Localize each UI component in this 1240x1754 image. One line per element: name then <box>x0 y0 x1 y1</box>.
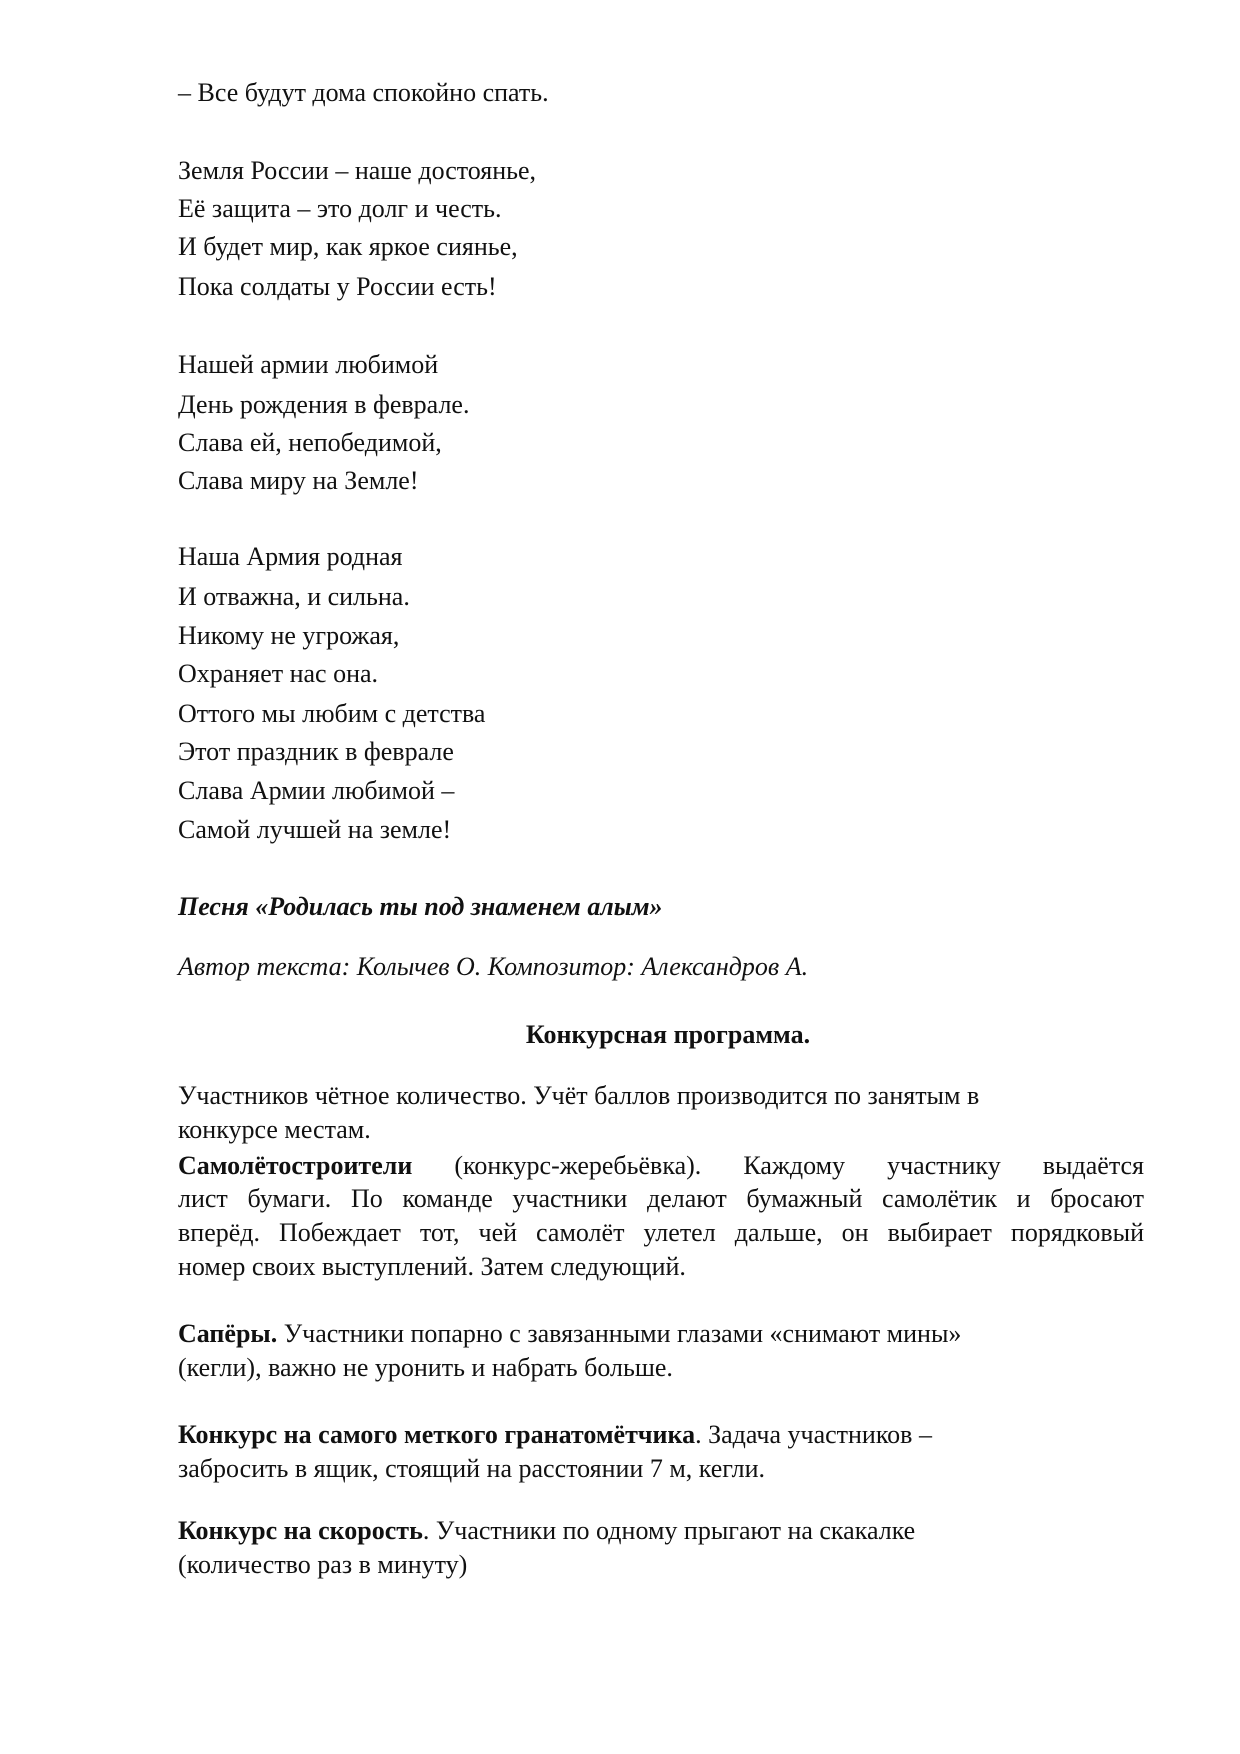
contest-title: Самолётостроители <box>178 1151 413 1180</box>
poem-line: День рождения в феврале. <box>178 390 470 419</box>
poem-line: Её защита – это долг и честь. <box>178 194 502 223</box>
poem-line: И отважна, и сильна. <box>178 582 410 611</box>
poem-line: Охраняет нас она. <box>178 659 379 688</box>
poem-line: – Все будут дома спокойно спать. <box>178 78 549 107</box>
poem-line: Никому не угрожая, <box>178 621 400 650</box>
paragraph-line <box>178 1319 961 1349</box>
song-title: Песня «Родилась ты под знаменем алым» <box>178 892 663 921</box>
poem-line: Слава миру на Земле! <box>178 466 419 495</box>
poem-line: Самой лучшей на земле! <box>178 815 452 844</box>
section-heading: Конкурсная программа. <box>525 1020 811 1049</box>
poem-line: Земля России – наше достоянье, <box>178 156 537 185</box>
poem-line: Этот праздник в феврале <box>178 737 454 766</box>
poem-line: Слава Армии любимой – <box>178 776 455 805</box>
poem-line: Оттого мы любим с детства <box>178 699 486 728</box>
poem-line: И будет мир, как яркое сиянье, <box>178 232 518 261</box>
paragraph-line <box>178 1151 1144 1181</box>
paragraph-line: конкурсе местам. <box>178 1115 371 1144</box>
paragraph-line: номер своих выступлений. Затем следующий. <box>178 1252 686 1281</box>
poem-line: Нашей армии любимой <box>178 350 439 379</box>
paragraph-line: Участников чётное количество. Учёт баллов производится по занятым в <box>178 1081 980 1110</box>
poem-line: Наша Армия родная <box>178 542 403 571</box>
contest-text: (конкурс-жеребьёвка). Каждому участнику выдаётся <box>412 1151 1144 1180</box>
paragraph-line: (количество раз в минуту) <box>178 1550 468 1579</box>
paragraph-line <box>178 1516 915 1546</box>
contest-text: . Задача участников – <box>695 1420 932 1449</box>
contest-text: Участники попарно с завязанными глазами «снимают мины» <box>277 1319 962 1348</box>
contest-title: Конкурс на скорость <box>178 1516 423 1545</box>
contest-title: Конкурс на самого меткого гранатомётчика <box>178 1420 696 1449</box>
song-authors: Автор текста: Колычев О. Композитор: Александров А. <box>178 952 809 981</box>
paragraph-line: лист бумаги. По команде участники делают бумажный самолётик и бросают <box>178 1184 1144 1213</box>
poem-line: Слава ей, непобедимой, <box>178 428 442 457</box>
contest-title: Сапёры. <box>178 1319 278 1348</box>
poem-line: Пока солдаты у России есть! <box>178 272 497 301</box>
paragraph-line <box>178 1420 932 1450</box>
paragraph-line: забросить в ящик, стоящий на расстоянии 7 м, кегли. <box>178 1454 766 1483</box>
contest-text: . Участники по одному прыгают на скакалке <box>422 1516 916 1545</box>
paragraph-line: вперёд. Побеждает тот, чей самолёт улетел дальше, он выбирает порядковый <box>178 1218 1144 1247</box>
paragraph-line: (кегли), важно не уронить и набрать больше. <box>178 1353 673 1382</box>
